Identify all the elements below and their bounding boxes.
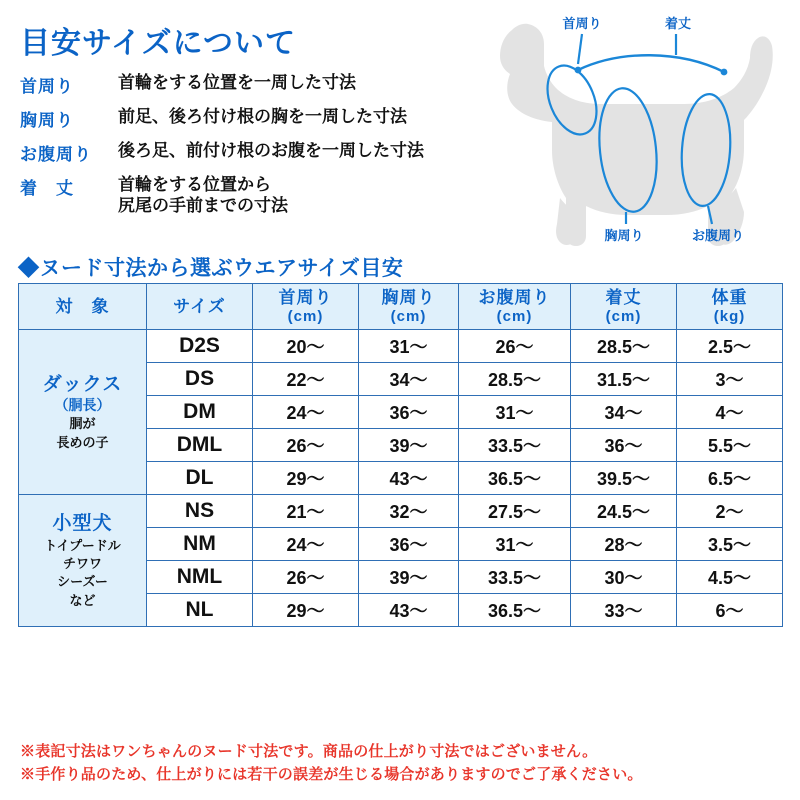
col-header-belly-unit: (cm) — [496, 307, 533, 325]
cell-size: DL — [147, 462, 253, 495]
cell-length: 36〜 — [571, 429, 677, 462]
col-header-size — [147, 284, 253, 330]
cell-neck: 21〜 — [253, 495, 359, 528]
cell-size: NM — [147, 528, 253, 561]
cell-weight: 2.5〜 — [677, 330, 783, 363]
cell-weight: 4.5〜 — [677, 561, 783, 594]
col-header-length-label: 着丈 — [605, 288, 642, 308]
label-neck: 首周り — [562, 16, 602, 31]
footnote-2: ※手作り品のため、仕上がりには若干の誤差が生じる場合がありますのでご了承ください。 — [20, 765, 643, 783]
cell-length: 24.5〜 — [571, 495, 677, 528]
cell-size: NS — [147, 495, 253, 528]
neck-leader-line — [578, 34, 582, 64]
col-header-weight-label: 体重 — [711, 288, 748, 308]
cell-chest: 43〜 — [359, 594, 459, 627]
size-table — [18, 283, 783, 627]
dog-silhouette-shape — [500, 24, 773, 246]
definition-term: 首周り — [20, 77, 74, 96]
col-header-neck — [253, 284, 359, 330]
cell-chest: 31〜 — [359, 330, 459, 363]
section-heading: ◆ヌード寸法から選ぶウエアサイズ目安 — [18, 257, 404, 280]
col-header-length-unit: (cm) — [605, 307, 642, 325]
definition-row — [20, 140, 490, 165]
cell-chest: 43〜 — [359, 462, 459, 495]
col-header-target-label: 対 象 — [55, 296, 110, 316]
col-header-chest-unit: (cm) — [390, 307, 427, 325]
footnotes — [20, 741, 790, 786]
col-header-size-label: サイズ — [173, 296, 226, 316]
cell-size: DML — [147, 429, 253, 462]
definition-description: 首輪をする位置を一周した寸法 — [118, 73, 356, 92]
category-note-line4: など — [69, 592, 96, 608]
col-header-target — [19, 284, 147, 330]
col-header-weight-unit: (kg) — [713, 307, 746, 325]
cell-size: NML — [147, 561, 253, 594]
definition-description: 前足、後ろ付け根の胸を一周した寸法 — [118, 107, 407, 126]
definition-description-line2: 尻尾の手前までの寸法 — [118, 196, 288, 216]
cell-belly: 31〜 — [459, 396, 571, 429]
cell-length: 31.5〜 — [571, 363, 677, 396]
category-note-line1: トイプードル — [44, 537, 121, 553]
cell-size: DM — [147, 396, 253, 429]
col-header-neck-unit: (cm) — [287, 307, 324, 325]
cell-belly: 27.5〜 — [459, 495, 571, 528]
cell-chest: 36〜 — [359, 528, 459, 561]
cell-weight: 5.5〜 — [677, 429, 783, 462]
cell-belly: 31〜 — [459, 528, 571, 561]
definition-term: 着 丈 — [20, 179, 74, 198]
page-title: 目安サイズについて — [20, 27, 296, 60]
cell-weight: 3.5〜 — [677, 528, 783, 561]
category-note-line2: 長めの子 — [56, 434, 109, 450]
cell-chest: 32〜 — [359, 495, 459, 528]
size-table-wrapper — [18, 283, 782, 627]
cell-belly: 26〜 — [459, 330, 571, 363]
length-end-dot — [721, 69, 728, 76]
definition-description — [118, 174, 288, 217]
cell-weight: 3〜 — [677, 363, 783, 396]
definition-term: 胸周り — [20, 111, 74, 130]
length-start-dot — [575, 67, 582, 74]
label-length: 着丈 — [664, 16, 692, 31]
category-note-line3: シーズー — [57, 574, 108, 590]
cell-neck: 26〜 — [253, 429, 359, 462]
cell-size: NL — [147, 594, 253, 627]
cell-length: 39.5〜 — [571, 462, 677, 495]
cell-neck: 20〜 — [253, 330, 359, 363]
cell-weight: 2〜 — [677, 495, 783, 528]
measurement-definitions — [20, 72, 490, 226]
cell-size: DS — [147, 363, 253, 396]
col-header-length — [571, 284, 677, 330]
category-sub-label: （胴長） — [54, 396, 111, 413]
table-header-row — [19, 284, 783, 330]
cell-neck: 22〜 — [253, 363, 359, 396]
cell-length: 28.5〜 — [571, 330, 677, 363]
table-row — [19, 330, 783, 363]
cell-neck: 24〜 — [253, 528, 359, 561]
cell-size: D2S — [147, 330, 253, 363]
category-note-line1: 胴が — [69, 416, 96, 432]
col-header-weight — [677, 284, 783, 330]
col-header-chest-label: 胸周り — [381, 288, 436, 308]
cell-chest: 39〜 — [359, 429, 459, 462]
cell-belly: 33.5〜 — [459, 561, 571, 594]
category-cell-small-dog — [19, 495, 147, 627]
table-row — [19, 495, 783, 528]
footnote-1: ※表記寸法はワンちゃんのヌード寸法です。商品の仕上がり寸法ではございません。 — [20, 743, 598, 760]
col-header-belly — [459, 284, 571, 330]
cell-length: 30〜 — [571, 561, 677, 594]
cell-chest: 34〜 — [359, 363, 459, 396]
cell-length: 33〜 — [571, 594, 677, 627]
col-header-belly-label: お腹周り — [478, 288, 551, 308]
cell-weight: 4〜 — [677, 396, 783, 429]
back-length-line — [578, 55, 724, 72]
cell-length: 34〜 — [571, 396, 677, 429]
cell-chest: 39〜 — [359, 561, 459, 594]
category-cell-dachshund — [19, 330, 147, 495]
cell-neck: 26〜 — [253, 561, 359, 594]
cell-chest: 36〜 — [359, 396, 459, 429]
cell-neck: 24〜 — [253, 396, 359, 429]
cell-length: 28〜 — [571, 528, 677, 561]
definition-row — [20, 106, 490, 131]
cell-weight: 6.5〜 — [677, 462, 783, 495]
cell-belly: 36.5〜 — [459, 462, 571, 495]
cell-belly: 28.5〜 — [459, 363, 571, 396]
col-header-chest — [359, 284, 459, 330]
definition-term: お腹周り — [20, 145, 92, 164]
category-note-line2: チワワ — [62, 556, 102, 572]
cell-weight: 6〜 — [677, 594, 783, 627]
definition-description-line1: 首輪をする位置から — [118, 175, 271, 194]
cell-neck: 29〜 — [253, 462, 359, 495]
definition-row — [20, 174, 490, 217]
dog-measurement-illustration — [460, 0, 800, 260]
category-main-label: 小型犬 — [52, 513, 113, 535]
definition-description: 後ろ足、前付け根のお腹を一周した寸法 — [118, 141, 424, 160]
col-header-neck-label: 首周り — [278, 288, 333, 308]
cell-belly: 36.5〜 — [459, 594, 571, 627]
definition-row — [20, 72, 490, 97]
cell-belly: 33.5〜 — [459, 429, 571, 462]
label-belly: お腹周り — [691, 228, 745, 243]
label-chest: 胸周り — [604, 228, 644, 243]
cell-neck: 29〜 — [253, 594, 359, 627]
category-main-label: ダックス — [42, 374, 123, 396]
